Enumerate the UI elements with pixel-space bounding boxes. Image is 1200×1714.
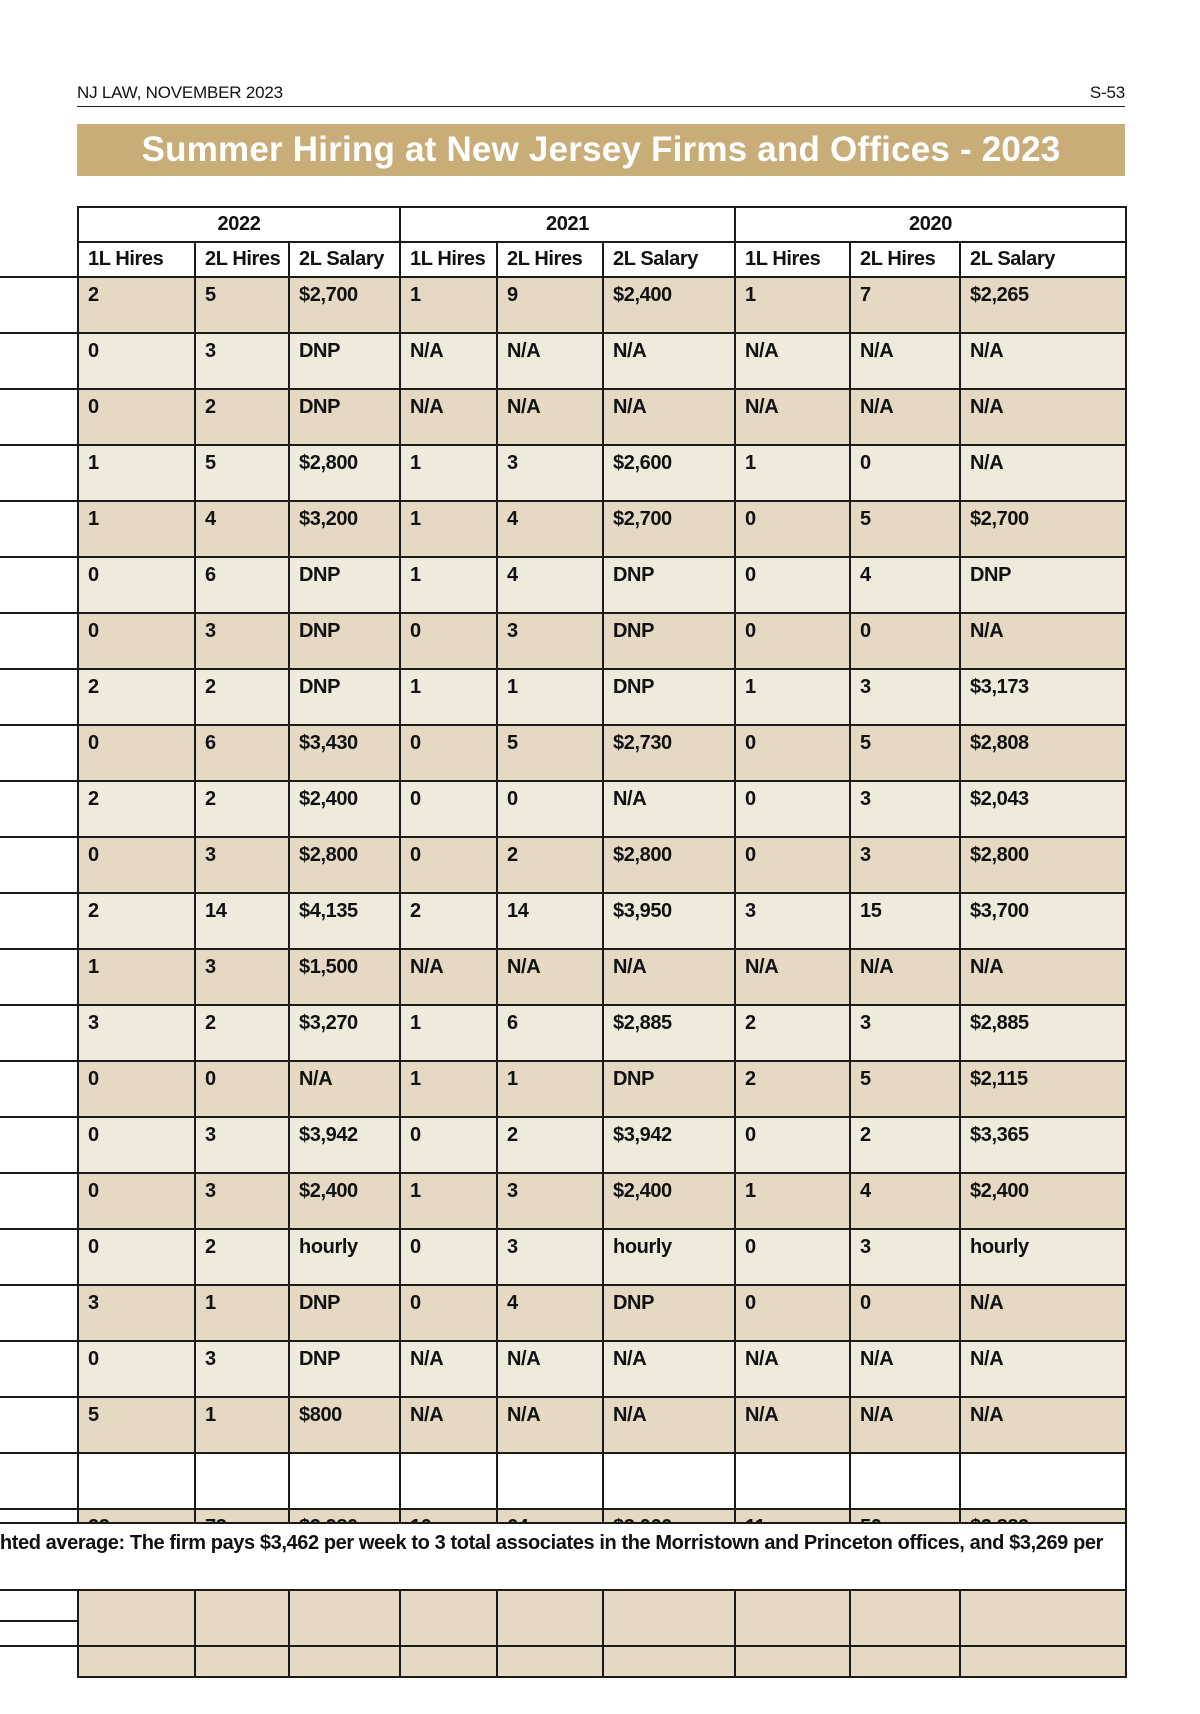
table-cell: 2	[850, 1117, 960, 1173]
table-cell: 3	[497, 1173, 603, 1229]
table-cell: N/A	[850, 389, 960, 445]
table-cell: 3	[850, 1229, 960, 1285]
table-cell: 6	[497, 1005, 603, 1061]
table-cell: $3,200	[289, 501, 400, 557]
table-row	[78, 445, 1126, 501]
table-cell: 3	[850, 669, 960, 725]
table-cell: 2	[195, 781, 289, 837]
table-cell: $3,700	[960, 893, 1126, 949]
table-cell: N/A	[603, 389, 735, 445]
table-cell: $2,700	[289, 277, 400, 333]
table-row	[78, 333, 1126, 389]
table-cell: DNP	[289, 1341, 400, 1397]
table-cell: N/A	[735, 949, 850, 1005]
table-cell: 3	[195, 1341, 289, 1397]
table-cell: $2,400	[289, 1173, 400, 1229]
table-cell: N/A	[960, 333, 1126, 389]
table-cell: 5	[195, 445, 289, 501]
table-cell: 0	[78, 837, 195, 893]
table-cell: 0	[735, 501, 850, 557]
column-header: 1L Hires	[735, 242, 850, 277]
table-cell	[603, 1590, 735, 1646]
row-divider	[0, 388, 77, 390]
table-cell: 3	[195, 333, 289, 389]
row-divider	[0, 1396, 77, 1398]
table-cell: N/A	[735, 1341, 850, 1397]
table-cell	[78, 1453, 195, 1509]
table-cell	[289, 1453, 400, 1509]
row-divider	[0, 1228, 77, 1230]
table-cell: 2	[195, 1229, 289, 1285]
row-divider	[0, 1172, 77, 1174]
table-cell: N/A	[603, 1397, 735, 1453]
table-cell: N/A	[400, 1397, 497, 1453]
table-cell: N/A	[735, 333, 850, 389]
table-cell: N/A	[497, 333, 603, 389]
table-cell: 2	[78, 893, 195, 949]
table-cell: 1	[400, 669, 497, 725]
table-row	[78, 1229, 1126, 1285]
table-cell: N/A	[960, 1341, 1126, 1397]
table-cell: N/A	[497, 949, 603, 1005]
table-cell: $2,600	[603, 445, 735, 501]
publication-name: NJ LAW, NOVEMBER 2023	[77, 83, 283, 102]
table-cell: 0	[78, 1117, 195, 1173]
table-cell: 4	[850, 1173, 960, 1229]
table-row	[78, 1117, 1126, 1173]
table-row	[78, 949, 1126, 1005]
table-cell: N/A	[400, 389, 497, 445]
row-divider	[0, 276, 77, 278]
table-cell: 14	[195, 893, 289, 949]
table-cell: DNP	[289, 669, 400, 725]
table-cell: DNP	[289, 333, 400, 389]
table-cell	[400, 1590, 497, 1646]
column-header: 2L Salary	[603, 242, 735, 277]
table-cell: 1	[497, 669, 603, 725]
table-cell: $800	[289, 1397, 400, 1453]
table-cell: 3	[195, 949, 289, 1005]
table-row	[78, 501, 1126, 557]
table-cell: 3	[195, 1173, 289, 1229]
table-cell: $2,800	[289, 445, 400, 501]
row-divider	[0, 1620, 77, 1622]
table-cell: 0	[78, 333, 195, 389]
table-cell: N/A	[497, 389, 603, 445]
table-cell: $4,135	[289, 893, 400, 949]
table-cell: 3	[78, 1005, 195, 1061]
table-cell: 0	[850, 1285, 960, 1341]
footnote-text: hted average: The firm pays $3,462 per week to 3 total associates in the Morristown and Princeton offices, and $3,269 per	[0, 1532, 1103, 1554]
table-cell: N/A	[603, 333, 735, 389]
table-cell	[195, 1453, 289, 1509]
table-cell: N/A	[960, 1397, 1126, 1453]
table-cell: 1	[400, 1061, 497, 1117]
table-cell: DNP	[289, 389, 400, 445]
table-cell: $2,700	[960, 501, 1126, 557]
table-cell	[603, 1453, 735, 1509]
table-cell: 3	[850, 781, 960, 837]
row-divider	[0, 1004, 77, 1006]
table-cell: 0	[735, 837, 850, 893]
table-cell: N/A	[497, 1341, 603, 1397]
table-cell: 3	[850, 837, 960, 893]
table-row	[78, 725, 1126, 781]
table-cell: N/A	[960, 949, 1126, 1005]
table-cell: 5	[850, 1061, 960, 1117]
table-cell: 0	[735, 1229, 850, 1285]
table-cell: 3	[78, 1285, 195, 1341]
table-cell: 4	[497, 557, 603, 613]
table-row	[78, 1061, 1126, 1117]
table-cell: DNP	[603, 1061, 735, 1117]
row-divider	[0, 500, 77, 502]
row-divider	[0, 1452, 77, 1454]
row-divider	[0, 1060, 77, 1062]
table-cell: DNP	[960, 557, 1126, 613]
table-cell: $3,270	[289, 1005, 400, 1061]
column-header: 2L Hires	[195, 242, 289, 277]
table-cell: N/A	[497, 1397, 603, 1453]
table-cell: $2,043	[960, 781, 1126, 837]
table-cell: 2	[400, 893, 497, 949]
table-cell: 0	[735, 1117, 850, 1173]
table-cell: 1	[735, 445, 850, 501]
table-cell: 4	[497, 501, 603, 557]
table-cell: 3	[195, 1117, 289, 1173]
table-cell: N/A	[735, 1397, 850, 1453]
table-cell: 0	[78, 557, 195, 613]
table-cell: 5	[78, 1397, 195, 1453]
table-cell: 2	[497, 1117, 603, 1173]
running-header	[77, 80, 1125, 107]
table-cell: 4	[195, 501, 289, 557]
table-cell	[850, 1453, 960, 1509]
row-divider	[0, 1645, 77, 1647]
table-cell: 5	[850, 725, 960, 781]
table-cell: 2	[78, 277, 195, 333]
table-cell: 0	[400, 1229, 497, 1285]
table-cell: 1	[78, 445, 195, 501]
table-cell: DNP	[603, 1285, 735, 1341]
table-cell: N/A	[960, 445, 1126, 501]
hiring-table	[77, 206, 1127, 1678]
table-cell: 0	[735, 613, 850, 669]
row-divider	[0, 332, 77, 334]
table-cell: 6	[195, 725, 289, 781]
table-cell: 1	[78, 949, 195, 1005]
table-cell: 0	[78, 1061, 195, 1117]
row-divider	[0, 668, 77, 670]
table-cell: $2,885	[603, 1005, 735, 1061]
table-cell: 3	[497, 1229, 603, 1285]
table-cell: 3	[735, 893, 850, 949]
table-cell	[289, 1590, 400, 1646]
table-cell: $3,942	[603, 1117, 735, 1173]
table-row	[78, 1590, 1126, 1646]
table-cell: 7	[850, 277, 960, 333]
table-cell: N/A	[603, 781, 735, 837]
table-row	[78, 1341, 1126, 1397]
table-cell: 1	[400, 501, 497, 557]
table-cell: $1,500	[289, 949, 400, 1005]
table-cell	[960, 1453, 1126, 1509]
table-row	[78, 557, 1126, 613]
table-cell	[850, 1590, 960, 1646]
column-header: 2L Salary	[960, 242, 1126, 277]
table-cell: 3	[497, 613, 603, 669]
table-cell: $3,942	[289, 1117, 400, 1173]
row-divider	[0, 724, 77, 726]
table-cell: 1	[400, 1005, 497, 1061]
table-cell: hourly	[289, 1229, 400, 1285]
table-cell: hourly	[603, 1229, 735, 1285]
table-cell: 2	[497, 837, 603, 893]
table-cell: 2	[195, 1005, 289, 1061]
row-divider	[0, 780, 77, 782]
table-cell: 0	[195, 1061, 289, 1117]
table-cell: $3,173	[960, 669, 1126, 725]
table-cell: 0	[400, 837, 497, 893]
table-cell: $2,885	[960, 1005, 1126, 1061]
table-cell: N/A	[850, 1397, 960, 1453]
row-divider	[0, 444, 77, 446]
table-cell: 0	[400, 725, 497, 781]
table-cell: 0	[735, 1285, 850, 1341]
table-cell: N/A	[960, 389, 1126, 445]
table-row	[78, 837, 1126, 893]
table-cell: $2,400	[603, 1173, 735, 1229]
table-cell: N/A	[735, 389, 850, 445]
row-divider	[0, 612, 77, 614]
table-cell: 2	[195, 389, 289, 445]
page-title: Summer Hiring at New Jersey Firms and Offices - 2023	[77, 124, 1125, 176]
table-cell: $2,730	[603, 725, 735, 781]
table-cell: 5	[497, 725, 603, 781]
hiring-table-last-row	[77, 1589, 1127, 1647]
table-cell: 1	[400, 445, 497, 501]
row-divider	[0, 1284, 77, 1286]
table-row	[78, 781, 1126, 837]
table-cell: 15	[850, 893, 960, 949]
table-cell: 3	[195, 837, 289, 893]
table-cell: N/A	[960, 613, 1126, 669]
table-row	[78, 893, 1126, 949]
year-header-row	[78, 207, 1126, 242]
table-cell: $2,800	[960, 837, 1126, 893]
column-header-row	[78, 242, 1126, 277]
table-cell: 1	[400, 277, 497, 333]
table-cell: N/A	[850, 1341, 960, 1397]
table-row	[78, 1173, 1126, 1229]
row-divider	[0, 1340, 77, 1342]
table-cell: DNP	[289, 613, 400, 669]
table-cell: N/A	[400, 949, 497, 1005]
table-cell: $2,808	[960, 725, 1126, 781]
table-cell: 0	[735, 557, 850, 613]
row-divider	[0, 836, 77, 838]
table-cell	[400, 1453, 497, 1509]
table-cell: 4	[497, 1285, 603, 1341]
table-cell: 0	[735, 725, 850, 781]
table-cell: N/A	[400, 333, 497, 389]
table-cell: $2,400	[960, 1173, 1126, 1229]
table-row	[78, 277, 1126, 333]
table-cell: 1	[735, 1173, 850, 1229]
table-row	[78, 1397, 1126, 1453]
column-header: 2L Hires	[850, 242, 960, 277]
year-header: 2020	[735, 207, 1126, 242]
table-cell	[195, 1590, 289, 1646]
table-cell: $2,115	[960, 1061, 1126, 1117]
table-cell: 3	[850, 1005, 960, 1061]
table-cell: 2	[735, 1061, 850, 1117]
table-cell: 0	[850, 445, 960, 501]
table-cell: 1	[400, 557, 497, 613]
table-cell: 1	[195, 1285, 289, 1341]
table-cell: 4	[850, 557, 960, 613]
table-cell: $3,950	[603, 893, 735, 949]
table-row	[78, 1285, 1126, 1341]
table-cell: 0	[400, 1117, 497, 1173]
table-cell	[497, 1590, 603, 1646]
table-cell: 2	[735, 1005, 850, 1061]
table-cell: $2,800	[603, 837, 735, 893]
row-divider	[0, 1116, 77, 1118]
table-cell: 3	[497, 445, 603, 501]
table-row	[78, 613, 1126, 669]
table-cell: N/A	[850, 333, 960, 389]
table-cell: 0	[400, 613, 497, 669]
table-cell: 0	[78, 1341, 195, 1397]
table-cell: $2,400	[289, 781, 400, 837]
table-row	[78, 389, 1126, 445]
year-header: 2022	[78, 207, 400, 242]
table-cell: N/A	[960, 1285, 1126, 1341]
table-cell	[960, 1590, 1126, 1646]
table-row	[78, 669, 1126, 725]
table-cell: 2	[78, 781, 195, 837]
table-cell: N/A	[289, 1061, 400, 1117]
table-cell: 0	[735, 781, 850, 837]
table-cell: 1	[78, 501, 195, 557]
table-cell: N/A	[850, 949, 960, 1005]
table-cell: $3,430	[289, 725, 400, 781]
footnote-row	[0, 1522, 1127, 1591]
table-cell: $3,365	[960, 1117, 1126, 1173]
table-cell: $2,700	[603, 501, 735, 557]
table-cell	[735, 1453, 850, 1509]
year-header: 2021	[400, 207, 735, 242]
table-cell: 5	[850, 501, 960, 557]
table-row	[78, 1005, 1126, 1061]
table-cell	[735, 1590, 850, 1646]
table-cell: $2,400	[603, 277, 735, 333]
row-divider	[0, 892, 77, 894]
table-cell: 3	[195, 613, 289, 669]
table-cell: $2,800	[289, 837, 400, 893]
table-cell: hourly	[960, 1229, 1126, 1285]
table-cell: 5	[195, 277, 289, 333]
table-cell: 1	[195, 1397, 289, 1453]
table-cell: 2	[195, 669, 289, 725]
row-divider	[0, 1508, 77, 1510]
table-cell: N/A	[603, 1341, 735, 1397]
table-cell: 0	[400, 1285, 497, 1341]
column-header: 2L Salary	[289, 242, 400, 277]
row-divider	[0, 948, 77, 950]
table-cell: 0	[78, 389, 195, 445]
table-cell: 0	[78, 613, 195, 669]
column-header: 1L Hires	[400, 242, 497, 277]
table-cell: $2,265	[960, 277, 1126, 333]
table-cell: 2	[78, 669, 195, 725]
table-cell: 6	[195, 557, 289, 613]
table-cell: 1	[497, 1061, 603, 1117]
table-cell: 1	[735, 277, 850, 333]
table-cell: 0	[497, 781, 603, 837]
table-cell	[497, 1453, 603, 1509]
table-cell: DNP	[289, 1285, 400, 1341]
table-cell: 0	[78, 1173, 195, 1229]
table-cell	[78, 1590, 195, 1646]
table-cell: 0	[78, 1229, 195, 1285]
table-cell: 14	[497, 893, 603, 949]
table-cell: 0	[78, 725, 195, 781]
page-number: S-53	[1089, 83, 1125, 102]
table-cell: N/A	[400, 1341, 497, 1397]
row-divider	[0, 556, 77, 558]
column-header: 1L Hires	[78, 242, 195, 277]
table-cell: 1	[735, 669, 850, 725]
table-cell: 9	[497, 277, 603, 333]
table-cell: DNP	[603, 613, 735, 669]
table-cell: DNP	[603, 557, 735, 613]
table-cell: 0	[850, 613, 960, 669]
blank-row	[78, 1453, 1126, 1509]
column-header: 2L Hires	[497, 242, 603, 277]
table-cell: N/A	[603, 949, 735, 1005]
table-cell: DNP	[603, 669, 735, 725]
table-cell: DNP	[289, 557, 400, 613]
table-cell: 0	[400, 781, 497, 837]
table-cell: 1	[400, 1173, 497, 1229]
